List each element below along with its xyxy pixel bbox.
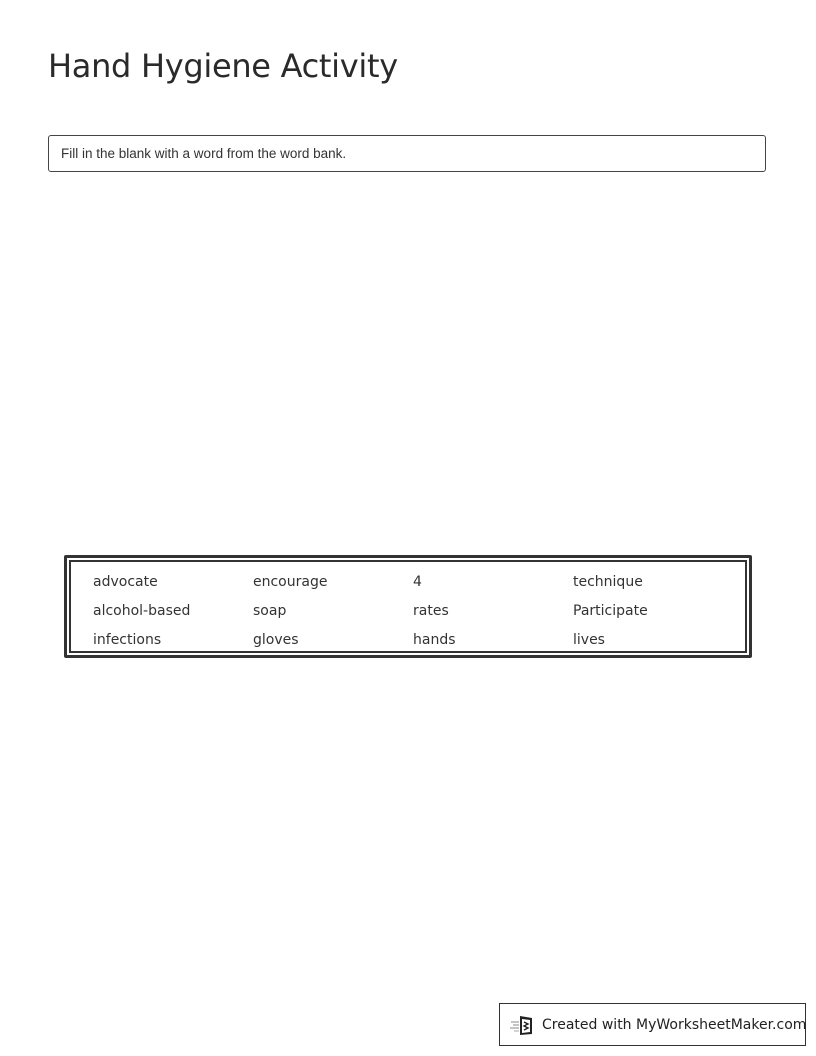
word-bank-item: advocate xyxy=(93,574,158,590)
word-bank-item: infections xyxy=(93,632,162,648)
word-bank-item: Participate xyxy=(573,603,648,619)
word-bank-item: encourage xyxy=(253,574,328,590)
word-bank-item: hands xyxy=(413,632,456,648)
footer-text: Created with MyWorksheetMaker.com xyxy=(542,1016,807,1033)
page-title: Hand Hygiene Activity xyxy=(48,47,398,85)
word-bank xyxy=(64,555,752,658)
word-bank-item: alcohol-based xyxy=(93,603,191,619)
word-bank-item: rates xyxy=(413,603,449,619)
instructions-box xyxy=(48,135,766,172)
word-bank-item: soap xyxy=(253,603,287,619)
myworksheetmaker-logo-icon xyxy=(510,1014,536,1036)
word-bank-item: gloves xyxy=(253,632,299,648)
instructions-text: Fill in the blank with a word from the word bank. xyxy=(61,146,347,161)
word-bank-grid xyxy=(69,560,747,653)
word-bank-item: technique xyxy=(573,574,643,590)
word-bank-item: 4 xyxy=(413,574,422,590)
word-bank-item: lives xyxy=(573,632,605,648)
created-with-badge[interactable] xyxy=(499,1003,806,1046)
